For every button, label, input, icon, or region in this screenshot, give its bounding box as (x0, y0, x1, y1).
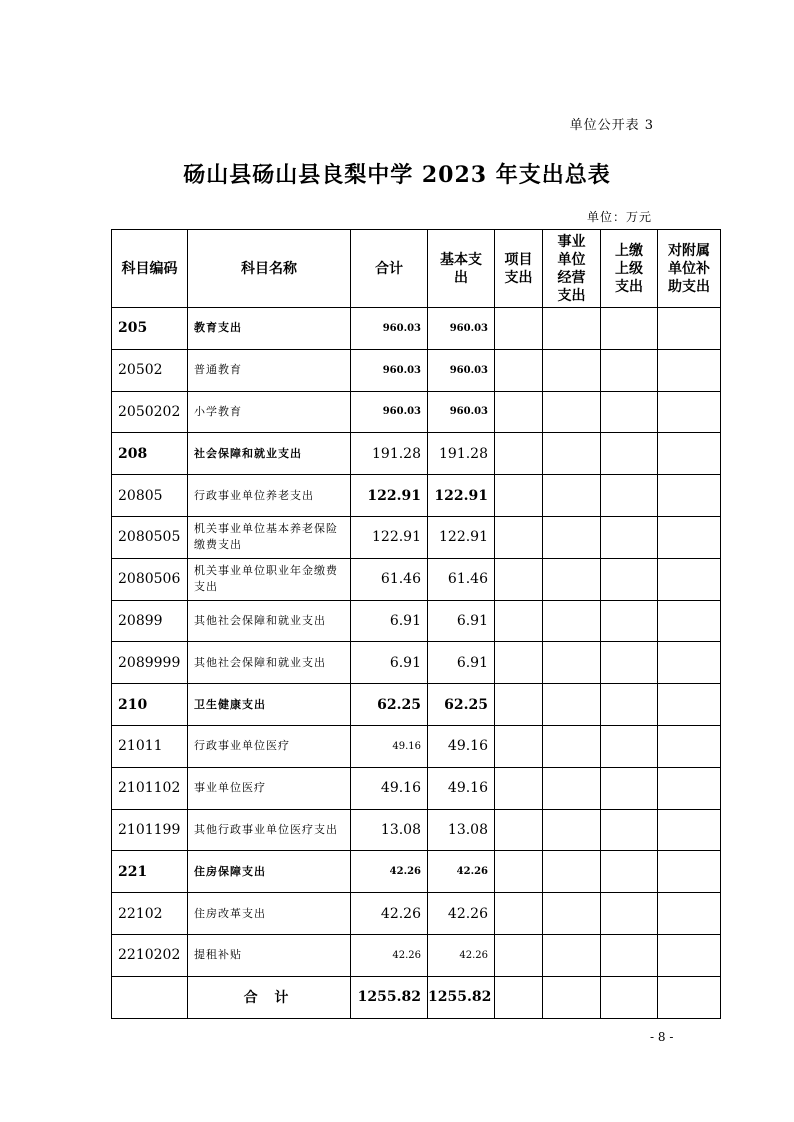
row-basic: 960.03 (428, 349, 495, 391)
col-business: 事业单位经营支出 (543, 230, 601, 308)
row-code: 208 (112, 433, 188, 475)
row-total: 13.08 (351, 809, 428, 851)
row-name: 其他社会保障和就业支出 (188, 600, 351, 642)
row-basic: 960.03 (428, 391, 495, 433)
row-total: 49.16 (351, 725, 428, 767)
table-row (112, 516, 721, 558)
row-basic: 42.26 (428, 934, 495, 976)
row-total: 42.26 (351, 934, 428, 976)
row-basic: 191.28 (428, 433, 495, 475)
row-basic: 122.91 (428, 516, 495, 558)
row-name: 小学教育 (188, 391, 351, 433)
page-title: 砀山县砀山县良梨中学 2023 年支出总表 (183, 162, 611, 188)
col-upper: 上缴上级支出 (601, 230, 658, 308)
row-basic: 49.16 (428, 767, 495, 809)
row-name: 住房改革支出 (188, 893, 351, 935)
row-basic: 122.91 (428, 475, 495, 517)
table-row (112, 934, 721, 976)
row-code: 205 (112, 308, 188, 350)
row-code: 20502 (112, 349, 188, 391)
total-basic: 1255.82 (428, 976, 495, 1018)
row-code: 2089999 (112, 642, 188, 684)
row-code: 221 (112, 851, 188, 893)
row-name: 住房保障支出 (188, 851, 351, 893)
table-row (112, 391, 721, 433)
row-total: 42.26 (351, 893, 428, 935)
total-amount: 1255.82 (351, 976, 428, 1018)
header-row (112, 230, 721, 308)
row-code: 2210202 (112, 934, 188, 976)
row-code: 2050202 (112, 391, 188, 433)
row-basic: 49.16 (428, 725, 495, 767)
row-code: 210 (112, 684, 188, 726)
row-code: 2101199 (112, 809, 188, 851)
row-basic: 42.26 (428, 893, 495, 935)
row-total: 960.03 (351, 391, 428, 433)
row-total: 49.16 (351, 767, 428, 809)
table-tag: 单位公开表 3 (569, 118, 654, 133)
table-row (112, 642, 721, 684)
table-row (112, 558, 721, 600)
row-basic: 62.25 (428, 684, 495, 726)
col-basic: 基本支出 (428, 230, 495, 308)
row-name: 事业单位医疗 (188, 767, 351, 809)
row-total: 6.91 (351, 600, 428, 642)
table-row (112, 809, 721, 851)
table-row (112, 851, 721, 893)
row-name: 普通教育 (188, 349, 351, 391)
row-total: 122.91 (351, 475, 428, 517)
table-row (112, 600, 721, 642)
row-name: 教育支出 (188, 308, 351, 350)
table-row (112, 308, 721, 350)
row-basic: 42.26 (428, 851, 495, 893)
row-code: 2080506 (112, 558, 188, 600)
row-name: 其他社会保障和就业支出 (188, 642, 351, 684)
total-label: 合 计 (188, 976, 351, 1018)
row-code: 20805 (112, 475, 188, 517)
table-row (112, 767, 721, 809)
expenditure-table (111, 229, 721, 1019)
col-name: 科目名称 (188, 230, 351, 308)
col-project: 项目支出 (495, 230, 543, 308)
row-name: 行政事业单位医疗 (188, 725, 351, 767)
row-name: 机关事业单位基本养老保险缴费支出 (188, 516, 351, 558)
row-name: 行政事业单位养老支出 (188, 475, 351, 517)
row-code: 22102 (112, 893, 188, 935)
row-basic: 61.46 (428, 558, 495, 600)
row-basic: 960.03 (428, 308, 495, 350)
row-total: 62.25 (351, 684, 428, 726)
col-code: 科目编码 (112, 230, 188, 308)
table-row (112, 893, 721, 935)
page-number: - 8 - (650, 1030, 674, 1044)
table-row (112, 725, 721, 767)
row-code: 2080505 (112, 516, 188, 558)
row-name: 卫生健康支出 (188, 684, 351, 726)
row-basic: 6.91 (428, 642, 495, 684)
row-basic: 6.91 (428, 600, 495, 642)
row-code: 20899 (112, 600, 188, 642)
row-total: 191.28 (351, 433, 428, 475)
row-total: 42.26 (351, 851, 428, 893)
col-total: 合计 (351, 230, 428, 308)
row-total: 960.03 (351, 308, 428, 350)
table-row (112, 349, 721, 391)
row-code: 21011 (112, 725, 188, 767)
row-name: 提租补贴 (188, 934, 351, 976)
row-total: 122.91 (351, 516, 428, 558)
row-name: 机关事业单位职业年金缴费支出 (188, 558, 351, 600)
table-row (112, 684, 721, 726)
row-total: 960.03 (351, 349, 428, 391)
row-total: 6.91 (351, 642, 428, 684)
row-name: 社会保障和就业支出 (188, 433, 351, 475)
row-total: 61.46 (351, 558, 428, 600)
row-name: 其他行政事业单位医疗支出 (188, 809, 351, 851)
table-row (112, 475, 721, 517)
row-code: 2101102 (112, 767, 188, 809)
table-row (112, 433, 721, 475)
total-row (112, 976, 721, 1018)
col-subsidy: 对附属单位补助支出 (658, 230, 721, 308)
unit-label: 单位：万元 (586, 210, 652, 224)
row-basic: 13.08 (428, 809, 495, 851)
